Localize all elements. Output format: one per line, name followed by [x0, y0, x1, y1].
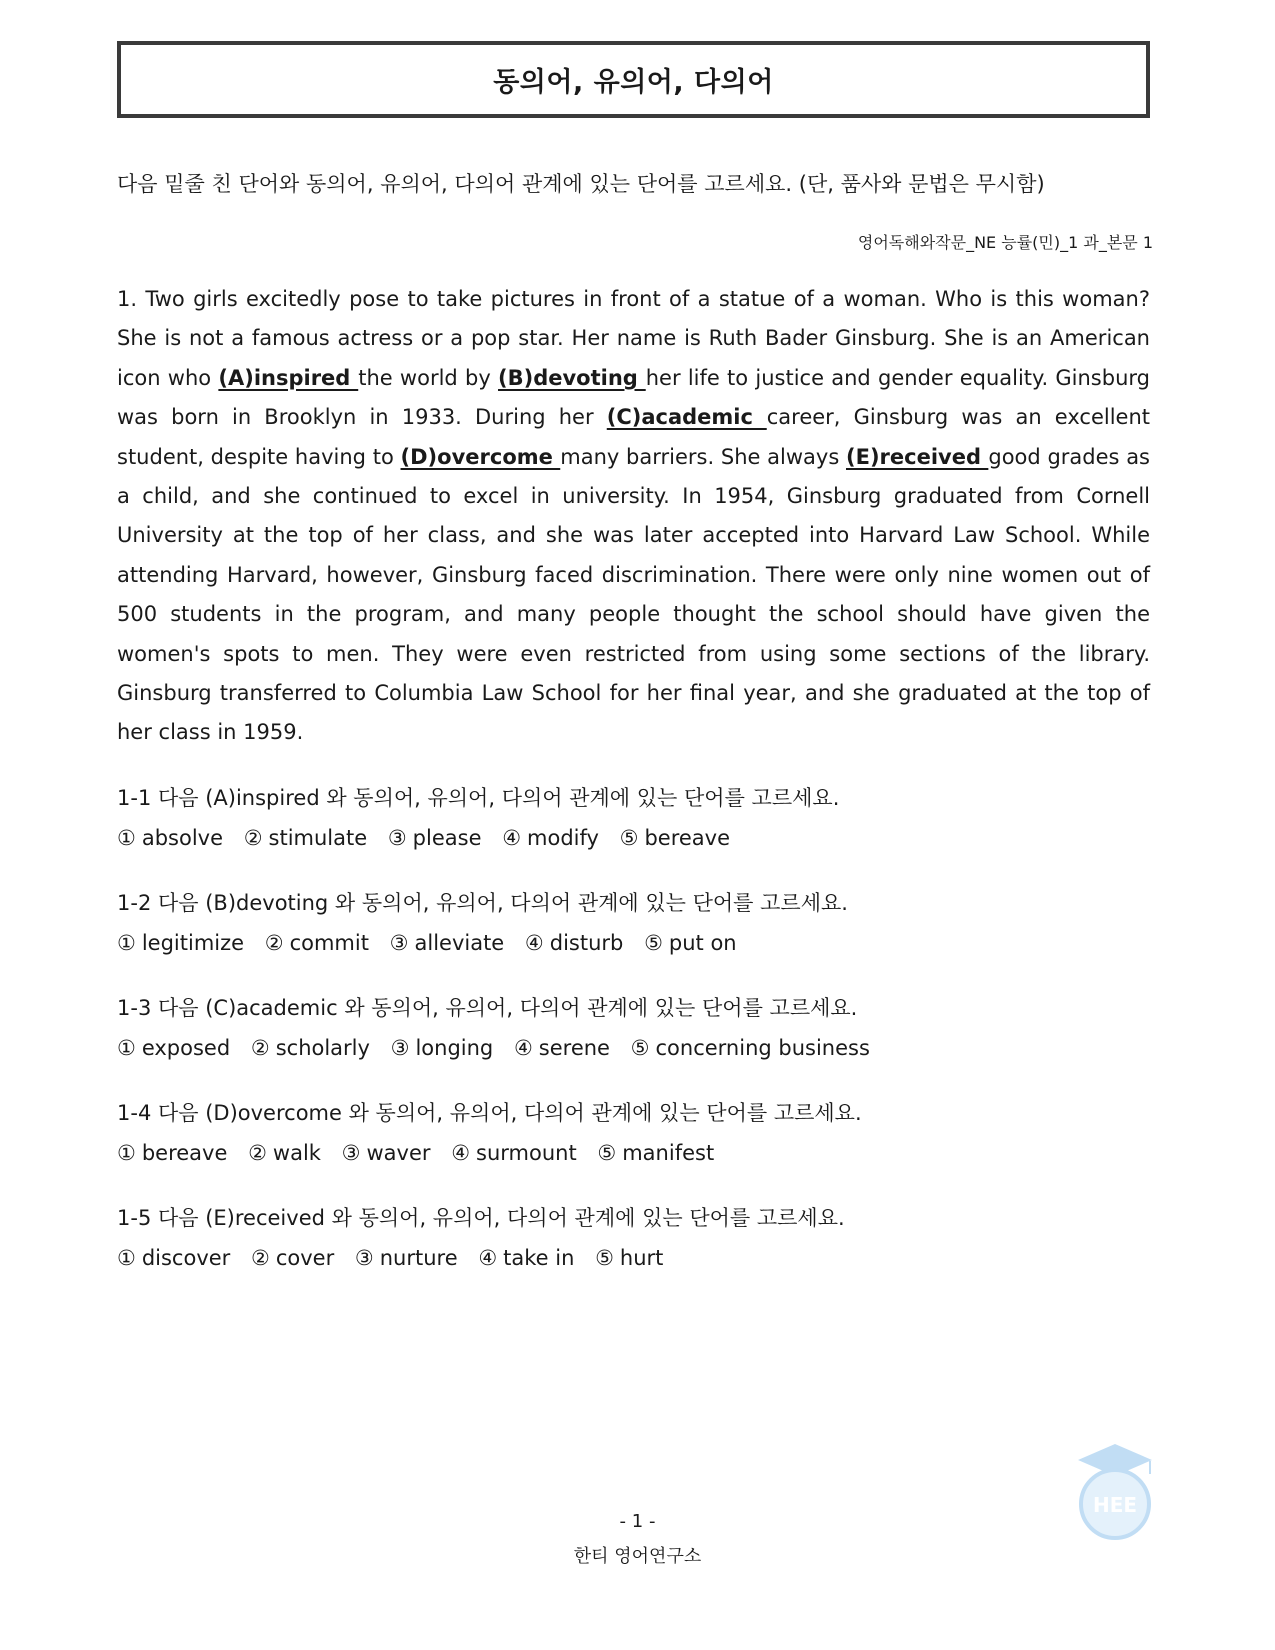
- question-item: [117, 883, 1150, 963]
- option-number: ⑤: [630, 1036, 650, 1060]
- option-number: ③: [354, 1246, 374, 1270]
- option-text: commit: [289, 931, 369, 955]
- answer-option[interactable]: [620, 826, 730, 850]
- answer-option[interactable]: [514, 1036, 610, 1060]
- option-text: longing: [415, 1036, 494, 1060]
- answer-option[interactable]: [597, 1141, 714, 1165]
- option-text: disturb: [549, 931, 624, 955]
- answer-option[interactable]: [248, 1141, 321, 1165]
- question-item: [117, 988, 1150, 1068]
- question-stem: 1-5 다음 (E)received 와 동의어, 유의어, 다의어 관계에 있는 단어를 고르세요.: [117, 1206, 845, 1230]
- option-number: ④: [502, 826, 522, 850]
- answer-option[interactable]: [502, 826, 599, 850]
- option-number: ②: [248, 1141, 267, 1165]
- answer-option[interactable]: [244, 826, 367, 850]
- option-text: walk: [272, 1141, 321, 1165]
- question-stem: 1-1 다음 (A)inspired 와 동의어, 유의어, 다의어 관계에 있는 단어를 고르세요.: [117, 786, 840, 810]
- option-number: ③: [390, 1036, 410, 1060]
- option-number: ⑤: [597, 1141, 617, 1165]
- option-number: ④: [451, 1141, 471, 1165]
- underlined-word-a: (A)inspired: [218, 365, 359, 390]
- option-text: waver: [366, 1141, 431, 1165]
- option-text: serene: [538, 1036, 610, 1060]
- passage-text: good grades as a child, and she continued to excel in university. In 1954, Ginsburg graduated from Cornell University at the top of her class, and she was later accepted into Harvard Law School. While attending Harvard, however, Ginsburg faced discrimination. There were only nine women out of 500 students in the program, and many people thought the school should have given the women's spots to men. They were even restricted from using some sections of the library. Ginsburg transferred to Columbia Law School for her final year, and she graduated at the top of her class in 1959.: [117, 444, 1151, 745]
- option-text: scholarly: [275, 1036, 370, 1060]
- underlined-word-e: (E)received: [846, 444, 989, 469]
- option-text: modify: [527, 826, 599, 850]
- passage-text: many barriers. She always: [560, 444, 846, 469]
- option-number: ②: [250, 1036, 270, 1060]
- option-text: stimulate: [268, 826, 368, 850]
- answer-option[interactable]: [388, 826, 482, 850]
- question-stem: 1-3 다음 (C)academic 와 동의어, 유의어, 다의어 관계에 있는 단어를 고르세요.: [117, 996, 858, 1020]
- answer-option[interactable]: [390, 931, 505, 955]
- option-number: ③: [341, 1141, 361, 1165]
- source-label: 영어독해와작문_NE 능률(민)_1 과_본문 1: [857, 233, 1153, 252]
- answer-option[interactable]: [117, 826, 223, 850]
- answer-option[interactable]: [355, 1246, 458, 1270]
- answer-option[interactable]: [117, 931, 244, 955]
- question-item: [117, 778, 1150, 858]
- answer-option[interactable]: [251, 1036, 370, 1060]
- answer-option[interactable]: [525, 931, 623, 955]
- passage-text: the world by: [358, 365, 499, 390]
- page-title: 동의어, 유의어, 다의어: [493, 67, 774, 98]
- option-text: take in: [503, 1246, 575, 1270]
- option-text: manifest: [622, 1141, 715, 1165]
- question-stem: 1-4 다음 (D)overcome 와 동의어, 유의어, 다의어 관계에 있는 단어를 고르세요.: [117, 1101, 862, 1125]
- option-text: please: [412, 826, 482, 850]
- option-text: legitimize: [141, 931, 245, 955]
- option-number: ②: [243, 826, 263, 850]
- answer-options: [117, 818, 1150, 858]
- answer-options: [117, 1133, 1150, 1173]
- option-text: surmount: [476, 1141, 577, 1165]
- question-list: [117, 778, 1150, 1303]
- instruction-text: 다음 밑줄 친 단어와 동의어, 유의어, 다의어 관계에 있는 단어를 고르세요. (단, 품사와 문법은 무시함): [117, 172, 1045, 196]
- underlined-word-b: (B)devoting: [498, 365, 646, 390]
- answer-options: [117, 923, 1150, 963]
- option-number: ⑤: [644, 931, 663, 955]
- underlined-word-c: (C)academic: [606, 405, 767, 430]
- option-number: ①: [117, 1036, 136, 1060]
- option-text: bereave: [644, 826, 731, 850]
- option-text: alleviate: [414, 931, 505, 955]
- option-text: nurture: [379, 1246, 458, 1270]
- title-box: [117, 41, 1150, 118]
- option-text: discover: [141, 1246, 231, 1270]
- passage-text: her life to justice and gender equality. Ginsburg was born in Brooklyn in 1933. During her: [117, 365, 1150, 430]
- option-number: ⑤: [619, 826, 639, 850]
- answer-option[interactable]: [251, 1246, 334, 1270]
- passage-text: career, Ginsburg was an excellent student, despite having to: [117, 405, 1150, 469]
- answer-option[interactable]: [117, 1141, 227, 1165]
- answer-option[interactable]: [631, 1036, 870, 1060]
- option-number: ②: [251, 1246, 270, 1270]
- answer-option[interactable]: [265, 931, 369, 955]
- option-text: bereave: [141, 1141, 228, 1165]
- footer-organization: 한티 영어연구소: [573, 1546, 702, 1567]
- option-text: concerning business: [655, 1036, 870, 1060]
- answer-options: [117, 1028, 1150, 1068]
- option-text: put on: [668, 931, 737, 955]
- reading-passage: [117, 280, 1150, 753]
- answer-option[interactable]: [478, 1246, 574, 1270]
- passage-text: 1. Two girls excitedly pose to take pictures in front of a statue of a woman. Who is this woman? She is not a famous actress or a pop star. Her name is Ruth Bader Ginsburg. She is an American icon who: [117, 287, 1150, 390]
- page-number: - 1 -: [619, 1511, 656, 1532]
- logo-text: HEE: [1092, 1493, 1138, 1517]
- option-text: cover: [275, 1246, 335, 1270]
- option-number: ②: [264, 931, 284, 955]
- answer-option[interactable]: [342, 1141, 431, 1165]
- answer-option[interactable]: [117, 1246, 230, 1270]
- option-number: ①: [117, 826, 136, 850]
- question-stem: 1-2 다음 (B)devoting 와 동의어, 유의어, 다의어 관계에 있는 단어를 고르세요.: [117, 891, 848, 915]
- answer-option[interactable]: [644, 931, 737, 955]
- option-number: ①: [117, 931, 136, 955]
- option-number: ④: [478, 1246, 498, 1270]
- option-number: ①: [117, 1141, 136, 1165]
- option-text: hurt: [619, 1246, 664, 1270]
- option-number: ④: [513, 1036, 533, 1060]
- question-item: [117, 1093, 1150, 1173]
- answer-option[interactable]: [451, 1141, 577, 1165]
- underlined-word-d: (D)overcome: [400, 444, 561, 469]
- option-number: ③: [387, 826, 407, 850]
- option-number: ①: [117, 1246, 136, 1270]
- option-text: exposed: [141, 1036, 231, 1060]
- option-number: ④: [524, 931, 544, 955]
- question-item: [117, 1198, 1150, 1278]
- option-number: ⑤: [595, 1246, 614, 1270]
- option-number: ③: [389, 931, 409, 955]
- option-text: absolve: [141, 826, 223, 850]
- answer-options: [117, 1238, 1150, 1278]
- answer-option[interactable]: [391, 1036, 494, 1060]
- answer-option[interactable]: [595, 1246, 663, 1270]
- answer-option[interactable]: [117, 1036, 230, 1060]
